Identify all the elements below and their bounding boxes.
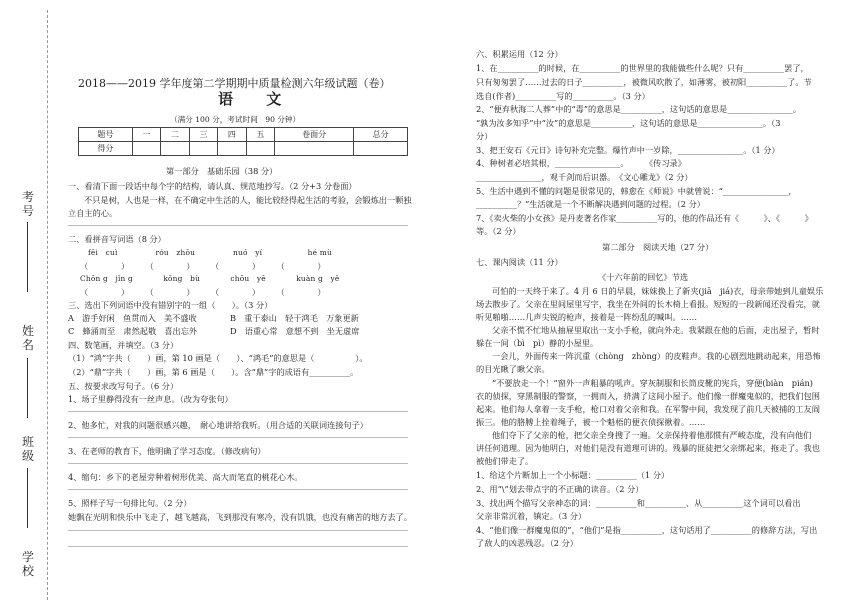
- q1-text-line2: 立自主的心。: [68, 208, 118, 218]
- passage-p5-line2: 讲任何道理。因为他明白，对他们是没有道理可讲的。残暴的匪徒把父亲绑起来，拖走了。我也: [476, 443, 820, 453]
- score-cell[interactable]: [161, 142, 189, 156]
- reading-q3-line1: 3、找出两个描写父亲神态的词：__________和__________、从__________这个词可以看出: [476, 498, 801, 508]
- q5-item1: 1、场子里静得没有一丝声息。（改为夸张句）: [68, 394, 233, 404]
- q1-text-line1: 不只是树，人也是一样，在不确定中生活的人，能比较经得起生活的考验，会锻炼出一颗独: [84, 195, 412, 205]
- q5-4-answer-line[interactable]: [68, 489, 408, 490]
- q5-item3: 3、在老师的教育下，他明确了学习态度。（修改病句）: [68, 446, 266, 456]
- binding-margin: [0, 0, 52, 607]
- q4-heading: 四、数笔画，并填空。（3 分）: [68, 340, 179, 350]
- xingming-line: [27, 358, 28, 418]
- passage-p2-line2: 躲在一间（bì pì）静的小屋里。: [476, 338, 599, 348]
- pinyin-row1: fēi cuì róu zhōu nuó yí hé mù: [88, 248, 332, 257]
- q3-option-a[interactable]: A 游手好闲 鱼贯而入 美不盛收: [68, 313, 197, 323]
- q6-3: 3、把王安石《元日》诗句补充完整。爆竹声中一岁除，________________。（1 分）: [476, 145, 780, 155]
- q5-1-answer-line[interactable]: [68, 411, 408, 412]
- th-4: 四: [218, 128, 246, 142]
- q6-1-line1: 1、在__________的时候，在__________的世界里的我能做些什么呢？只有__________罢了，: [476, 63, 809, 73]
- q6-1-line3: 选自(作者)__________写的__________。（3 分）: [476, 91, 650, 101]
- q6-2-line1: 2、“便弃秋海二人葬”中的“毒”的意思是__________，这句话的意思是________________。: [476, 104, 801, 114]
- q5-item4: 4、缩句：乡下的老屋旁种着树形优美、高大而笔直的桃花心木。: [68, 472, 303, 482]
- pinyin-row2: Chōn g jǐn g kǒng bù chōu yē kuàn g yě: [80, 274, 340, 283]
- kaohao-line: [27, 222, 28, 292]
- score-table: [78, 127, 408, 156]
- passage-p3-line2: 的目光瞅了瞅父亲。: [476, 364, 550, 374]
- q1-heading: 一、看清下面一段话中每个字的结构，请认真、规范地抄写。（2 分+3 分卷面）: [68, 181, 357, 191]
- q7-heading: 七、课内阅读（11 分）: [476, 257, 563, 267]
- label-xingming: 姓名: [21, 324, 34, 352]
- score-cell[interactable]: [275, 142, 354, 156]
- q6-2-line3: 分）: [476, 131, 493, 141]
- q1-answer-line[interactable]: [68, 225, 408, 226]
- th-3: 三: [189, 128, 217, 142]
- q6-2-line2: “孰为汝多知乎”中“汝”的意思是__________，这句话的意思是________________。（3: [476, 118, 781, 128]
- q6-7-line2: 等。（2 分）: [476, 226, 521, 236]
- q4-item2: （2）“鼎”字共（ ）画，第 6 画是（ ）。含“鼎”字的成语有__________。: [68, 367, 359, 377]
- th-1: 一: [132, 128, 160, 142]
- q5-3-answer-line[interactable]: [68, 463, 408, 464]
- passage-p5-line1: 他们夺下了父亲的枪，把父亲全身搜了一遍。父亲保持着他那惯有严峻态度，没有向他们: [492, 430, 812, 440]
- passage-p1-line3: 听见啪啪……几声尖锐的枪声，接着是一阵纷乱的喊叫。……: [476, 312, 698, 322]
- label-kaohao: 考号: [21, 190, 34, 218]
- th-2: 二: [161, 128, 189, 142]
- q4-item1: （1）“鸿”字共（ ）画，第 10 画是（ ）、“鸿毛”的意思是（ ）。: [68, 353, 368, 363]
- q5-item2: 2、他多忙，对我的问题很感兴趣， 耐心地讲给我听。（用合适的关联词连接句子）: [68, 420, 368, 430]
- passage-p4-line4: 振三。他的胳膊上拴着绳子，被一个魁梧的便衣侦探揪着。……: [476, 417, 706, 427]
- passage-p1-line2: 场去散步了。父亲在里间屋里写字，我坐在外间的长木椅上看报。短短的一段新闻还没看完，就: [476, 299, 820, 309]
- passage-p4-line3: 起来。他们每人拿着一支手枪，枪口对着父亲和我。在军警中间，我发现了前几天被捕的工友阎: [476, 404, 820, 414]
- passage-p1-line1: 可怕的一天终于来了。4 月 6 日的早晨，妹妹换上了新夹(jiā jiá)衣，母亲带她到儿童娱乐: [492, 286, 824, 296]
- passage-p2-line1: 父亲不慌不忙地从抽屉里取出一支小手枪，就向外走。我紧跟在他的后面，走出屋子，暂时: [492, 325, 820, 335]
- q6-heading: 六、积累运用（12 分）: [476, 49, 563, 59]
- q3-option-c[interactable]: C 蜂涌而至 肃然起敬 喜出忘外: [68, 326, 198, 336]
- reading-q4-line2: 了敌人的凶恶残忍。（2 分）: [476, 538, 578, 548]
- passage-title: 《十六年前的回忆》节选: [598, 272, 689, 282]
- th-juanmian: 卷面分: [275, 128, 354, 142]
- row-defen: 得分: [79, 142, 133, 156]
- score-cell[interactable]: [354, 142, 408, 156]
- seal-dashed-line: [47, 10, 48, 600]
- q6-5-line2: __________？”生活就是一个不断解决遇到问题的过程。（2 分）: [476, 199, 705, 209]
- score-cell[interactable]: [246, 142, 274, 156]
- banji-line: [27, 468, 28, 528]
- q6-4-line2: ________________，观千剑而后识器。 《文心雕龙》（2 分）: [476, 172, 693, 182]
- label-xuexiao: 学校: [21, 550, 34, 578]
- subject-title: 语 文: [218, 90, 296, 108]
- q5-5-answer-line1[interactable]: [68, 530, 408, 531]
- passage-p4-line2: 衣的侦探，穿黑制服的警察，一拥而入，挤满了这间小屋子。他们像一群魔鬼似的，把我们包围: [476, 391, 820, 401]
- q5-5-example: 她飘在光明和快乐中飞走了，越飞越高，飞到那没有寒冷，没有饥饿，也没有痛苦的地方去了。: [68, 512, 412, 522]
- q5-5-answer-line2[interactable]: [68, 546, 408, 547]
- th-5: 五: [246, 128, 274, 142]
- q5-heading: 五、按要求改写句子。（6 分）: [68, 381, 179, 391]
- part1-heading: 第一部分 基础乐园（38 分）: [166, 166, 278, 176]
- q2-heading: 二、看拼音写词语（8 分）: [68, 234, 166, 244]
- passage-p5-line3: 被他们带走了。: [476, 456, 534, 466]
- q3-heading: 三、选出下列词语中没有错别字的一组（ ）。（3 分）: [68, 300, 273, 310]
- q5-item5: 5、照样子写一句排比句。（2 分）: [68, 498, 192, 508]
- passage-p3-line1: 一会儿，外面传来一阵沉重（chòng zhòng）的皮鞋声。我的心剧烈地跳动起来，用恐怖: [492, 351, 821, 361]
- exam-info: （满分 100 分，考试时间 90 分钟）: [170, 115, 301, 124]
- exam-title: 2018——2019 学年度第二学期期中质量检测六年级试题（卷）: [78, 77, 391, 90]
- q3-option-d[interactable]: D 语重心常 意想不到 坐无虚席: [230, 326, 360, 336]
- q5-2-answer-line[interactable]: [68, 437, 408, 438]
- label-banji: 班级: [21, 435, 34, 463]
- th-zongfen: 总分: [354, 128, 408, 142]
- part2-heading: 第二部分 阅读天地（27 分）: [602, 242, 714, 252]
- reading-q4-line1: 4、“他们像一群魔鬼似的”，“他们”是指__________，这句话用了__________的修辞方法，写出: [476, 525, 818, 535]
- score-cell[interactable]: [189, 142, 217, 156]
- passage-p4-line1: “不要放走一个！”窗外一声粗暴的吼声。穿灰制服和长筒皮靴的宪兵，穿便(biàn pián): [492, 378, 813, 388]
- q3-option-b[interactable]: B 重于泰山 轻于鸿毛 万象更新: [230, 313, 359, 323]
- q6-1-line2: 只有匆匆罢了……过去的日子__________，被微风吹散了，如薄雾，被初阳__________了。节: [476, 77, 812, 87]
- q6-4-line1: 4、种树者必培其根，________________。 《传习录》: [476, 158, 686, 168]
- score-cell[interactable]: [132, 142, 160, 156]
- answer-paren-row2[interactable]: （ ） （ ） （ ） （ ）: [80, 287, 326, 297]
- reading-q1: 1、给这个片断加上一个小标题：__________（1 分）: [476, 470, 670, 480]
- reading-q2: 2、用“\”划去带点字的不正确的读音。（2 分）: [476, 484, 644, 494]
- q6-7-line1: 7、《卖火柴的小女孩》是丹麦著名作家__________写的，他的作品还有《 》、《 》: [476, 213, 813, 223]
- th-tihao: 题号: [79, 128, 133, 142]
- reading-q3-line2: 父亲非常沉着，镇定。（3 分）: [476, 511, 587, 521]
- answer-paren-row1[interactable]: （ ） （ ） （ ） （ ）: [80, 261, 326, 271]
- score-cell[interactable]: [218, 142, 246, 156]
- q6-5-line1: 5、生活中遇到不懂的问题是很常见的，韩愈在《师说》中就曾说：“________________，: [476, 186, 797, 196]
